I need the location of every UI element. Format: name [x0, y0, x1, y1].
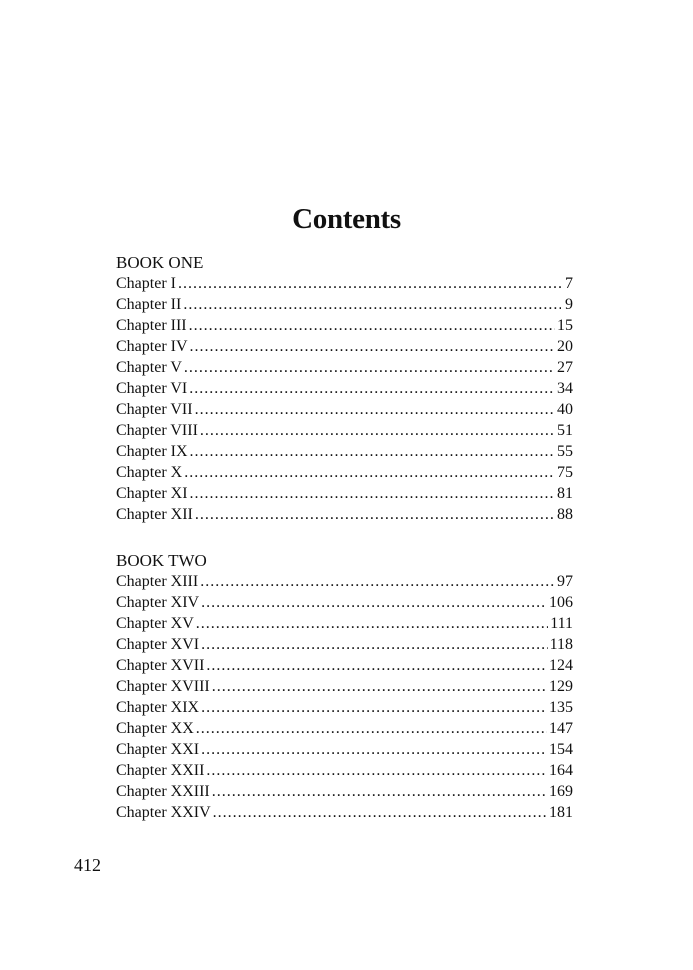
toc-entry — [116, 336, 573, 357]
toc-entry — [116, 739, 573, 760]
chapter-title: Chapter XVII — [116, 657, 205, 674]
chapter-title: Chapter VI — [116, 380, 188, 397]
toc-entry — [116, 655, 573, 676]
chapter-page-number: 9 — [565, 296, 573, 313]
toc-entry — [116, 634, 573, 655]
dot-leader — [213, 802, 547, 823]
chapter-title: Chapter I — [116, 275, 176, 292]
chapter-title: Chapter XIV — [116, 594, 200, 611]
dot-leader — [206, 760, 547, 781]
book-two-section — [116, 550, 573, 823]
book-one-section — [116, 252, 573, 525]
dot-leader — [201, 739, 547, 760]
chapter-page-number: 164 — [549, 762, 573, 779]
chapter-page-number: 97 — [557, 573, 573, 590]
chapter-page-number: 154 — [549, 741, 573, 758]
chapter-title: Chapter V — [116, 359, 182, 376]
toc-entry — [116, 315, 573, 336]
chapter-page-number: 20 — [557, 338, 573, 355]
chapter-page-number: 106 — [549, 594, 573, 611]
chapter-title: Chapter IX — [116, 443, 188, 460]
chapter-list — [116, 273, 573, 525]
toc-entry — [116, 399, 573, 420]
dot-leader — [212, 676, 547, 697]
dot-leader — [196, 718, 547, 739]
page-title: Contents — [292, 203, 401, 235]
chapter-page-number: 124 — [549, 657, 573, 674]
chapter-title: Chapter VIII — [116, 422, 198, 439]
toc-entry — [116, 462, 573, 483]
page-number: 412 — [74, 855, 101, 875]
chapter-title: Chapter XXI — [116, 741, 200, 758]
toc-entry — [116, 718, 573, 739]
chapter-page-number: 88 — [557, 506, 573, 523]
chapter-page-number: 27 — [557, 359, 573, 376]
dot-leader — [201, 697, 547, 718]
chapter-title: Chapter XI — [116, 485, 188, 502]
dot-leader — [184, 462, 555, 483]
toc-entry — [116, 441, 573, 462]
chapter-title: Chapter II — [116, 296, 182, 313]
toc-entry — [116, 592, 573, 613]
chapter-page-number: 169 — [549, 783, 573, 800]
dot-leader — [196, 613, 548, 634]
dot-leader — [195, 504, 555, 525]
chapter-page-number: 51 — [557, 422, 573, 439]
chapter-title: Chapter XVIII — [116, 678, 210, 695]
chapter-page-number: 40 — [557, 401, 573, 418]
chapter-title: Chapter XII — [116, 506, 193, 523]
chapter-title: Chapter XXIV — [116, 804, 211, 821]
dot-leader — [212, 781, 547, 802]
chapter-page-number: 15 — [557, 317, 573, 334]
chapter-page-number: 181 — [549, 804, 573, 821]
chapter-page-number: 118 — [549, 636, 573, 653]
chapter-page-number: 111 — [550, 615, 573, 632]
chapter-page-number: 147 — [549, 720, 573, 737]
dot-leader — [201, 592, 547, 613]
toc-entry — [116, 483, 573, 504]
dot-leader — [200, 571, 555, 592]
toc-entry — [116, 420, 573, 441]
toc-entry — [116, 357, 573, 378]
dot-leader — [183, 294, 561, 315]
chapter-title: Chapter X — [116, 464, 183, 481]
book-heading: BOOK ONE — [116, 253, 204, 272]
toc-entry — [116, 676, 573, 697]
chapter-title: Chapter III — [116, 317, 187, 334]
toc-entry — [116, 781, 573, 802]
chapter-title: Chapter VII — [116, 401, 193, 418]
chapter-page-number: 129 — [549, 678, 573, 695]
toc-entry — [116, 294, 573, 315]
dot-leader — [190, 336, 555, 357]
book-heading: BOOK TWO — [116, 551, 207, 570]
dot-leader — [190, 483, 555, 504]
toc-entry — [116, 613, 573, 634]
chapter-page-number: 81 — [557, 485, 573, 502]
chapter-page-number: 75 — [557, 464, 573, 481]
chapter-title: Chapter XXIII — [116, 783, 210, 800]
dot-leader — [190, 441, 555, 462]
chapter-page-number: 34 — [557, 380, 573, 397]
dot-leader — [200, 420, 555, 441]
toc-entry — [116, 378, 573, 399]
dot-leader — [178, 273, 561, 294]
chapter-title: Chapter IV — [116, 338, 188, 355]
dot-leader — [206, 655, 547, 676]
dot-leader — [189, 378, 555, 399]
chapter-title: Chapter XIII — [116, 573, 199, 590]
toc-entry — [116, 802, 573, 823]
chapter-title: Chapter XX — [116, 720, 194, 737]
dot-leader — [189, 315, 555, 336]
dot-leader — [195, 399, 555, 420]
chapter-title: Chapter XV — [116, 615, 194, 632]
chapter-page-number: 135 — [549, 699, 573, 716]
chapter-list — [116, 571, 573, 823]
chapter-title: Chapter XVI — [116, 636, 200, 653]
toc-entry — [116, 273, 573, 294]
chapter-title: Chapter XIX — [116, 699, 200, 716]
chapter-title: Chapter XXII — [116, 762, 205, 779]
toc-entry — [116, 504, 573, 525]
dot-leader — [184, 357, 555, 378]
chapter-page-number: 55 — [557, 443, 573, 460]
chapter-page-number: 7 — [565, 275, 573, 292]
toc-entry — [116, 697, 573, 718]
dot-leader — [201, 634, 548, 655]
toc-entry — [116, 571, 573, 592]
toc-entry — [116, 760, 573, 781]
table-of-contents — [116, 252, 573, 823]
